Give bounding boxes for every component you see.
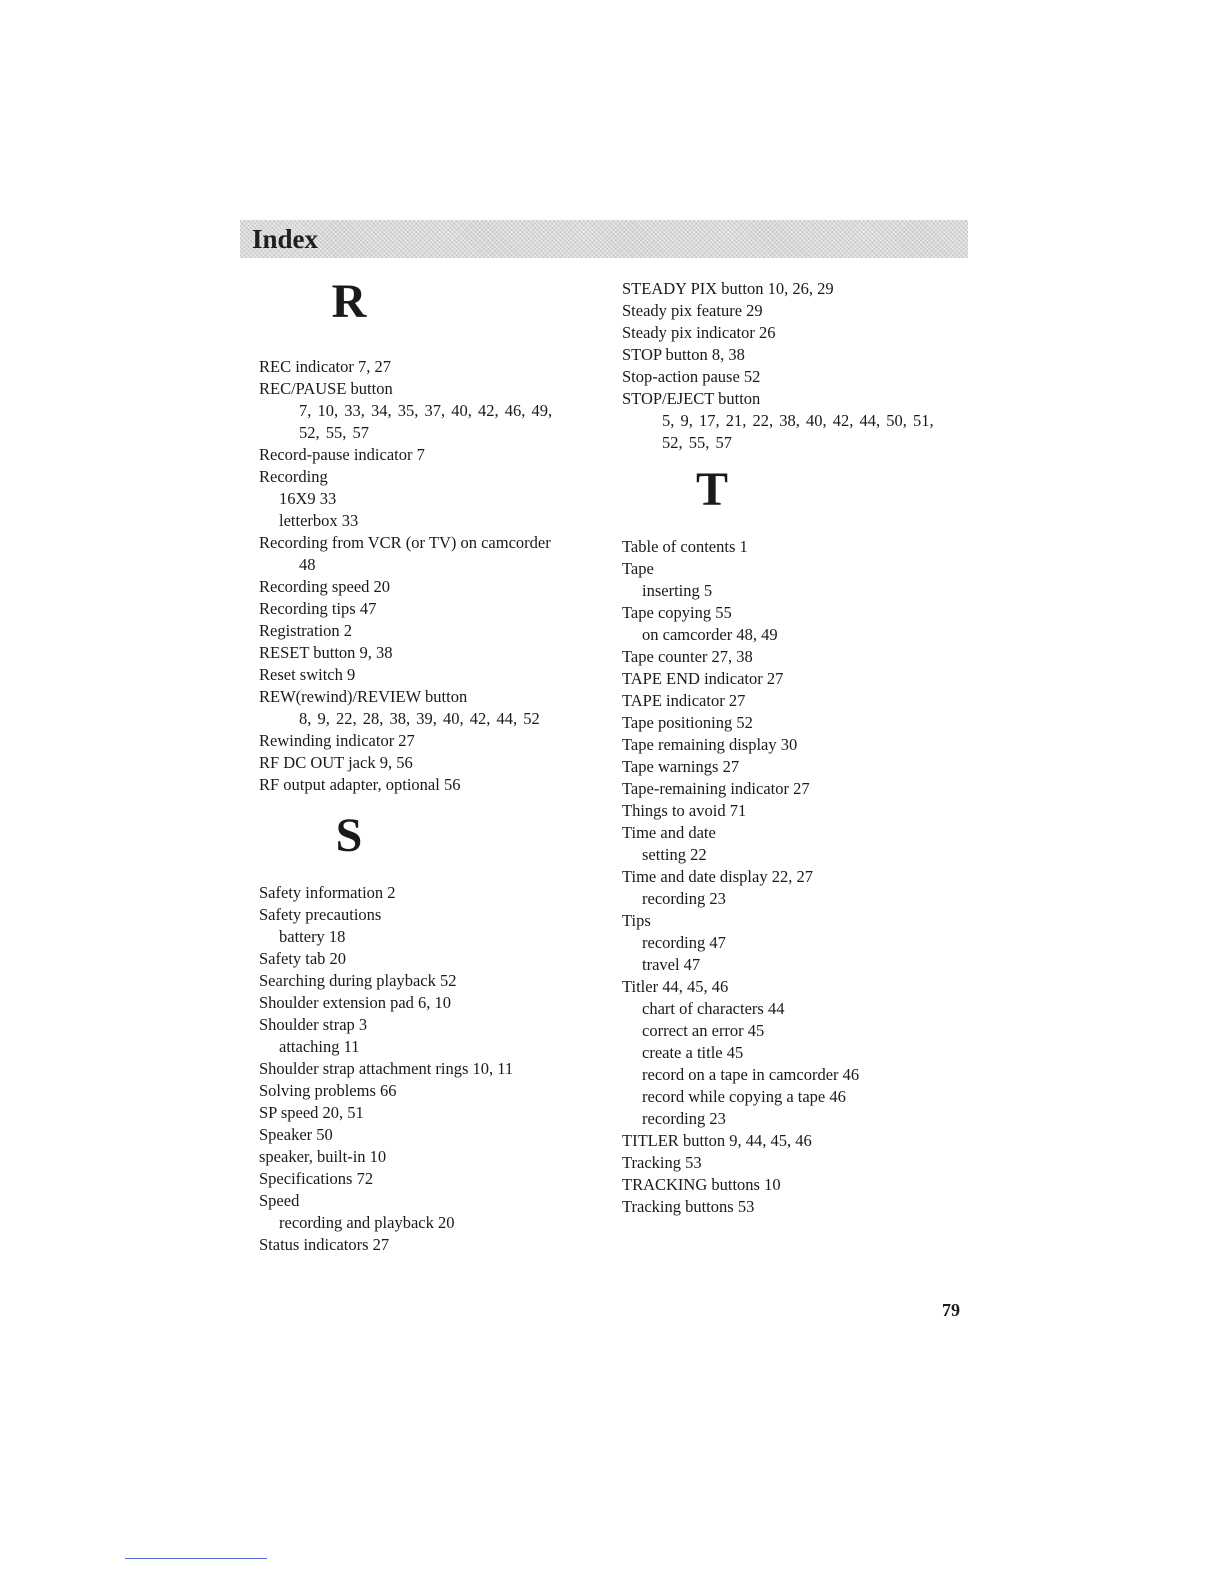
index-entry-pages: 5, 9, 17, 21, 22, 38, 40, 42, 44, 50, 51,	[662, 411, 934, 430]
index-entry: Table of contents 1	[622, 537, 748, 556]
page-number: 79	[942, 1300, 960, 1320]
index-entry: Tape warnings 27	[622, 757, 740, 776]
index-subentry: battery 18	[279, 927, 346, 946]
index-entry: STOP button 8, 38	[622, 345, 745, 364]
index-entry: Safety tab 20	[259, 949, 347, 968]
index-entry-pages: 48	[299, 555, 316, 574]
index-entry: REC/PAUSE button	[259, 379, 393, 398]
index-entry: speaker, built-in 10	[259, 1147, 387, 1166]
index-entry: STOP/EJECT button	[622, 389, 761, 408]
index-subentry: recording 23	[642, 889, 726, 908]
index-entry: TRACKING buttons 10	[622, 1175, 781, 1194]
index-entry: Recording speed 20	[259, 577, 391, 596]
section-letter-t: T	[695, 463, 728, 516]
index-entry: Tracking 53	[622, 1153, 702, 1172]
index-entry: Rewinding indicator 27	[259, 731, 415, 750]
index-subentry: 16X9 33	[279, 489, 337, 508]
index-entry: SP speed 20, 51	[259, 1103, 364, 1122]
index-entry: Steady pix feature 29	[622, 301, 763, 320]
index-entry: Recording tips 47	[259, 599, 377, 618]
index-entry: Speaker 50	[259, 1125, 333, 1144]
index-entry: Safety precautions	[259, 905, 382, 924]
index-entry: Reset switch 9	[259, 665, 356, 684]
index-entry: Titler 44, 45, 46	[622, 977, 729, 996]
index-entry: Shoulder strap attachment rings 10, 11	[259, 1059, 514, 1078]
index-subentry: record on a tape in camcorder 46	[642, 1065, 860, 1084]
index-entry: Tape	[622, 559, 654, 578]
index-subentry: recording 47	[642, 933, 726, 952]
index-entry: Time and date	[622, 823, 716, 842]
index-entry: Safety information 2	[259, 883, 396, 902]
index-entry: STEADY PIX button 10, 26, 29	[622, 279, 834, 298]
index-entry: Tracking buttons 53	[622, 1197, 755, 1216]
index-entry: Tape positioning 52	[622, 713, 753, 732]
index-subentry: travel 47	[642, 955, 701, 974]
index-entry: Tape counter 27, 38	[622, 647, 753, 666]
index-header-bar	[240, 220, 968, 258]
index-entry: Shoulder extension pad 6, 10	[259, 993, 452, 1012]
section-letter-r: R	[331, 275, 367, 328]
index-entry: Status indicators 27	[259, 1235, 390, 1254]
footer-divider	[125, 1558, 267, 1559]
index-subentry: on camcorder 48, 49	[642, 625, 778, 644]
index-entry: Recording from VCR (or TV) on camcorder	[259, 533, 551, 552]
index-entry: Searching during playback 52	[259, 971, 457, 990]
index-entry: Stop-action pause 52	[622, 367, 761, 386]
index-entry-pages: 52, 55, 57	[662, 433, 732, 452]
index-subentry: recording and playback 20	[279, 1213, 455, 1232]
index-entry: REC indicator 7, 27	[259, 357, 391, 376]
index-entry: Record-pause indicator 7	[259, 445, 425, 464]
index-entry: REW(rewind)/REVIEW button	[259, 687, 468, 706]
index-subentry: inserting 5	[642, 581, 713, 600]
index-entry-pages: 8, 9, 22, 28, 38, 39, 40, 42, 44, 52	[299, 709, 540, 728]
index-subentry: chart of characters 44	[642, 999, 785, 1018]
index-entry: Tape-remaining indicator 27	[622, 779, 810, 798]
index-entry: TITLER button 9, 44, 45, 46	[622, 1131, 812, 1150]
index-subentry: setting 22	[642, 845, 707, 864]
index-entry: RESET button 9, 38	[259, 643, 393, 662]
index-entry: Recording	[259, 467, 328, 486]
index-entry: Things to avoid 71	[622, 801, 747, 820]
index-entry: Time and date display 22, 27	[622, 867, 813, 886]
index-subentry: recording 23	[642, 1109, 726, 1128]
index-subentry: letterbox 33	[279, 511, 359, 530]
index-entry: Registration 2	[259, 621, 353, 640]
index-entry: RF output adapter, optional 56	[259, 775, 461, 794]
index-entry: Steady pix indicator 26	[622, 323, 776, 342]
index-entry: RF DC OUT jack 9, 56	[259, 753, 413, 772]
index-entry: Specifications 72	[259, 1169, 374, 1188]
index-subentry: attaching 11	[279, 1037, 360, 1056]
index-column-right	[622, 278, 967, 1218]
index-entry: Solving problems 66	[259, 1081, 397, 1100]
index-column-left	[259, 275, 604, 1256]
index-entry: TAPE indicator 27	[622, 691, 746, 710]
index-subentry: record while copying a tape 46	[642, 1087, 846, 1106]
index-entry: Tape copying 55	[622, 603, 732, 622]
index-entry-pages: 7, 10, 33, 34, 35, 37, 40, 42, 46, 49,	[299, 401, 553, 420]
index-entry: TAPE END indicator 27	[622, 669, 784, 688]
index-subentry: correct an error 45	[642, 1021, 765, 1040]
page-title: Index	[252, 224, 319, 254]
index-entry: Tips	[622, 911, 651, 930]
section-letter-s: S	[335, 809, 363, 862]
index-entry: Shoulder strap 3	[259, 1015, 368, 1034]
index-entry: Tape remaining display 30	[622, 735, 798, 754]
index-subentry: create a title 45	[642, 1043, 744, 1062]
index-entry: Speed	[259, 1191, 300, 1210]
index-entry-pages: 52, 55, 57	[299, 423, 369, 442]
